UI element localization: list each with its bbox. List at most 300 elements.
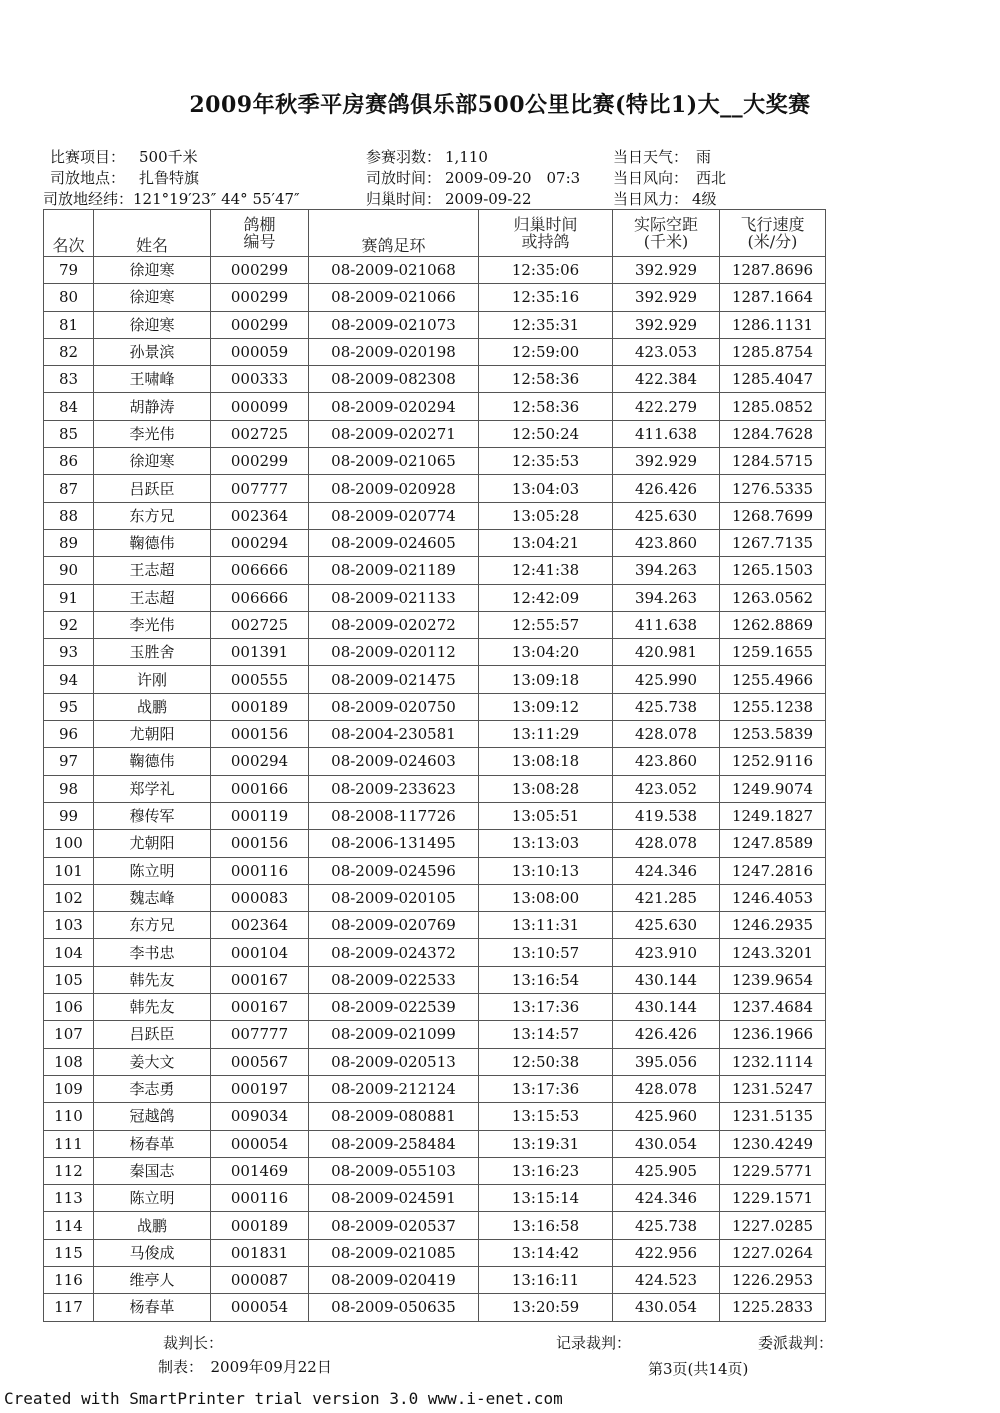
cell-loft: 007777 (211, 1021, 309, 1048)
cell-distance: 394.263 (613, 584, 720, 611)
cell-speed: 1232.1114 (720, 1048, 826, 1075)
cell-rank: 80 (44, 284, 94, 311)
table-row (44, 721, 826, 748)
cell-ring: 08-2009-024605 (309, 529, 479, 556)
cell-loft: 000099 (211, 393, 309, 420)
cell-speed: 1249.1827 (720, 802, 826, 829)
cell-speed: 1227.0264 (720, 1239, 826, 1266)
cell-rank: 108 (44, 1048, 94, 1075)
cell-speed: 1287.1664 (720, 284, 826, 311)
cell-name: 王啸峰 (94, 366, 211, 393)
cell-name: 尤朝阳 (94, 721, 211, 748)
cell-time: 13:10:13 (479, 857, 613, 884)
cell-name: 玉胜舍 (94, 639, 211, 666)
cell-rank: 114 (44, 1212, 94, 1239)
wind-force-label: 当日风力： (613, 190, 689, 208)
table-row (44, 1185, 826, 1212)
cell-ring: 08-2008-117726 (309, 802, 479, 829)
cell-rank: 101 (44, 857, 94, 884)
cell-rank: 116 (44, 1266, 94, 1293)
cell-distance: 420.981 (613, 639, 720, 666)
cell-time: 13:15:14 (479, 1185, 613, 1212)
cell-ring: 08-2009-020774 (309, 502, 479, 529)
cell-name: 陈立明 (94, 857, 211, 884)
cell-ring: 08-2009-020750 (309, 693, 479, 720)
cell-distance: 422.956 (613, 1239, 720, 1266)
cell-rank: 98 (44, 775, 94, 802)
release-label: 司放时间： (366, 169, 442, 187)
cell-name: 徐迎寒 (94, 284, 211, 311)
release-info (366, 167, 580, 188)
site-value: 扎鲁特旗 (139, 169, 200, 187)
cell-ring: 08-2009-020928 (309, 475, 479, 502)
cell-loft: 000059 (211, 338, 309, 365)
table-row (44, 420, 826, 447)
wind-force-value: 4级 (692, 190, 717, 208)
cell-rank: 91 (44, 584, 94, 611)
cell-distance: 425.905 (613, 1157, 720, 1184)
cell-name: 韩先友 (94, 966, 211, 993)
cell-ring: 08-2009-024591 (309, 1185, 479, 1212)
cell-rank: 95 (44, 693, 94, 720)
cell-rank: 115 (44, 1239, 94, 1266)
cell-loft: 000166 (211, 775, 309, 802)
cell-time: 13:05:28 (479, 502, 613, 529)
table-row (44, 1239, 826, 1266)
cell-loft: 000054 (211, 1130, 309, 1157)
cell-distance: 428.078 (613, 1075, 720, 1102)
header-rank: 名次 (44, 210, 94, 257)
cell-loft: 000054 (211, 1294, 309, 1321)
cell-speed: 1259.1655 (720, 639, 826, 666)
header-distance: 实际空距 (千米) (613, 210, 720, 257)
cell-speed: 1287.8696 (720, 257, 826, 284)
table-row (44, 584, 826, 611)
cell-name: 尤朝阳 (94, 830, 211, 857)
table-row (44, 857, 826, 884)
cell-loft: 000299 (211, 311, 309, 338)
cell-rank: 83 (44, 366, 94, 393)
cell-name: 郑学礼 (94, 775, 211, 802)
cell-time: 12:35:53 (479, 448, 613, 475)
cell-speed: 1265.1503 (720, 557, 826, 584)
cell-speed: 1285.8754 (720, 338, 826, 365)
return-label: 归巢时间： (366, 190, 442, 208)
cell-ring: 08-2009-021099 (309, 1021, 479, 1048)
cell-distance: 422.384 (613, 366, 720, 393)
cell-distance: 422.279 (613, 393, 720, 420)
cell-distance: 430.144 (613, 966, 720, 993)
cell-speed: 1236.1966 (720, 1021, 826, 1048)
return-info (366, 188, 532, 209)
table-row (44, 1157, 826, 1184)
cell-speed: 1227.0285 (720, 1212, 826, 1239)
cell-rank: 89 (44, 529, 94, 556)
cell-ring: 08-2009-021065 (309, 448, 479, 475)
cell-distance: 421.285 (613, 884, 720, 911)
header-name: 姓名 (94, 210, 211, 257)
delegated-judge-label: 委派裁判： (758, 1334, 834, 1352)
cell-time: 13:19:31 (479, 1130, 613, 1157)
cell-speed: 1226.2953 (720, 1266, 826, 1293)
cell-loft: 000167 (211, 966, 309, 993)
cell-name: 王志超 (94, 584, 211, 611)
table-row (44, 1103, 826, 1130)
cell-speed: 1231.5247 (720, 1075, 826, 1102)
cell-loft: 006666 (211, 557, 309, 584)
cell-distance: 425.960 (613, 1103, 720, 1130)
cell-distance: 392.929 (613, 311, 720, 338)
cell-loft: 000294 (211, 529, 309, 556)
entries-label: 参赛羽数： (366, 148, 442, 166)
cell-distance: 426.426 (613, 475, 720, 502)
cell-rank: 110 (44, 1103, 94, 1130)
cell-loft: 000299 (211, 284, 309, 311)
cell-rank: 113 (44, 1185, 94, 1212)
table-row (44, 884, 826, 911)
cell-rank: 106 (44, 994, 94, 1021)
cell-name: 李志勇 (94, 1075, 211, 1102)
cell-loft: 000299 (211, 448, 309, 475)
cell-loft: 009034 (211, 1103, 309, 1130)
cell-loft: 000116 (211, 857, 309, 884)
cell-distance: 425.630 (613, 502, 720, 529)
weather-value: 雨 (696, 148, 712, 166)
cell-name: 东方兄 (94, 502, 211, 529)
cell-name: 冠越鸽 (94, 1103, 211, 1130)
cell-loft: 000119 (211, 802, 309, 829)
table-row (44, 939, 826, 966)
header-loft: 鸽棚 编号 (211, 210, 309, 257)
cell-name: 徐迎寒 (94, 448, 211, 475)
cell-speed: 1243.3201 (720, 939, 826, 966)
cell-distance: 411.638 (613, 420, 720, 447)
cell-distance: 430.054 (613, 1130, 720, 1157)
cell-speed: 1225.2833 (720, 1294, 826, 1321)
cell-ring: 08-2009-024603 (309, 748, 479, 775)
cell-rank: 93 (44, 639, 94, 666)
cell-distance: 424.346 (613, 857, 720, 884)
cell-time: 13:11:29 (479, 721, 613, 748)
wind-force-info (613, 188, 717, 209)
event-value: 500千米 (139, 148, 198, 166)
cell-distance: 430.054 (613, 1294, 720, 1321)
cell-time: 13:04:20 (479, 639, 613, 666)
cell-loft: 000555 (211, 666, 309, 693)
cell-ring: 08-2009-021475 (309, 666, 479, 693)
cell-time: 13:16:58 (479, 1212, 613, 1239)
cell-speed: 1252.9116 (720, 748, 826, 775)
cell-name: 徐迎寒 (94, 257, 211, 284)
cell-ring: 08-2009-020272 (309, 611, 479, 638)
cell-ring: 08-2009-020294 (309, 393, 479, 420)
cell-time: 12:58:36 (479, 393, 613, 420)
cell-name: 王志超 (94, 557, 211, 584)
cell-loft: 000189 (211, 1212, 309, 1239)
cell-distance: 430.144 (613, 994, 720, 1021)
cell-rank: 105 (44, 966, 94, 993)
cell-speed: 1229.5771 (720, 1157, 826, 1184)
table-row (44, 284, 826, 311)
cell-speed: 1267.7135 (720, 529, 826, 556)
cell-time: 13:16:54 (479, 966, 613, 993)
entries-info (366, 146, 488, 167)
cell-name: 杨春革 (94, 1130, 211, 1157)
header-time: 归巢时间 或持鸽 (479, 210, 613, 257)
cell-ring: 08-2009-022533 (309, 966, 479, 993)
table-row (44, 1266, 826, 1293)
cell-name: 李书忠 (94, 939, 211, 966)
cell-time: 12:35:31 (479, 311, 613, 338)
cell-rank: 88 (44, 502, 94, 529)
cell-loft: 000116 (211, 1185, 309, 1212)
coords-value: 121°19′23″ 44° 55′47″ (133, 190, 300, 208)
cell-distance: 426.426 (613, 1021, 720, 1048)
cell-time: 13:17:36 (479, 1075, 613, 1102)
cell-name: 许刚 (94, 666, 211, 693)
cell-loft: 000156 (211, 830, 309, 857)
table-row (44, 1021, 826, 1048)
cell-distance: 392.929 (613, 284, 720, 311)
cell-rank: 90 (44, 557, 94, 584)
cell-rank: 96 (44, 721, 94, 748)
entries-value: 1,110 (445, 148, 488, 166)
cell-speed: 1246.2935 (720, 912, 826, 939)
cell-rank: 97 (44, 748, 94, 775)
cell-ring: 08-2006-131495 (309, 830, 479, 857)
cell-ring: 08-2009-082308 (309, 366, 479, 393)
weather-label: 当日天气： (613, 148, 689, 166)
cell-name: 东方兄 (94, 912, 211, 939)
cell-rank: 102 (44, 884, 94, 911)
prepared-date: 制表： 2009年09月22日 (158, 1358, 332, 1376)
cell-distance: 425.630 (613, 912, 720, 939)
cell-ring: 08-2009-020198 (309, 338, 479, 365)
cell-ring: 08-2009-020419 (309, 1266, 479, 1293)
cell-distance: 428.078 (613, 721, 720, 748)
wind-direction-label: 当日风向： (613, 169, 689, 187)
cell-rank: 92 (44, 611, 94, 638)
cell-name: 战鹏 (94, 1212, 211, 1239)
cell-distance: 411.638 (613, 611, 720, 638)
return-value: 2009-09-22 (445, 190, 532, 208)
cell-distance: 423.052 (613, 775, 720, 802)
table-row (44, 966, 826, 993)
cell-speed: 1286.1131 (720, 311, 826, 338)
cell-distance: 423.860 (613, 748, 720, 775)
cell-time: 12:35:06 (479, 257, 613, 284)
title-mark: __ (720, 92, 744, 118)
cell-distance: 392.929 (613, 257, 720, 284)
cell-time: 13:04:21 (479, 529, 613, 556)
table-row (44, 802, 826, 829)
cell-loft: 000567 (211, 1048, 309, 1075)
cell-rank: 99 (44, 802, 94, 829)
table-row (44, 1075, 826, 1102)
cell-name: 马俊成 (94, 1239, 211, 1266)
table-row (44, 529, 826, 556)
table-row (44, 1212, 826, 1239)
cell-loft: 001391 (211, 639, 309, 666)
table-row (44, 338, 826, 365)
cell-time: 13:11:31 (479, 912, 613, 939)
cell-name: 秦国志 (94, 1157, 211, 1184)
weather-info (613, 146, 711, 167)
cell-speed: 1237.4684 (720, 994, 826, 1021)
cell-distance: 394.263 (613, 557, 720, 584)
cell-name: 维亭人 (94, 1266, 211, 1293)
cell-time: 12:50:38 (479, 1048, 613, 1075)
header-speed: 飞行速度 (米/分) (720, 210, 826, 257)
cell-name: 李光伟 (94, 611, 211, 638)
table-row (44, 475, 826, 502)
cell-name: 孙景滨 (94, 338, 211, 365)
table-row (44, 1048, 826, 1075)
table-row (44, 693, 826, 720)
cell-speed: 1285.4047 (720, 366, 826, 393)
chief-judge-label: 裁判长： (163, 1334, 224, 1352)
cell-speed: 1255.4966 (720, 666, 826, 693)
cell-ring: 08-2009-050635 (309, 1294, 479, 1321)
table-row (44, 775, 826, 802)
cell-name: 杨春革 (94, 1294, 211, 1321)
cell-ring: 08-2009-024596 (309, 857, 479, 884)
cell-distance: 425.738 (613, 1212, 720, 1239)
cell-time: 13:13:03 (479, 830, 613, 857)
cell-speed: 1230.4249 (720, 1130, 826, 1157)
table-row (44, 257, 826, 284)
coords-info (43, 188, 300, 209)
page-title (0, 88, 1000, 119)
site-label: 司放地点： (50, 169, 126, 187)
cell-rank: 87 (44, 475, 94, 502)
cell-name: 徐迎寒 (94, 311, 211, 338)
cell-name: 胡静涛 (94, 393, 211, 420)
event-info (50, 146, 198, 167)
table-row (44, 502, 826, 529)
table-row (44, 1130, 826, 1157)
cell-distance: 395.056 (613, 1048, 720, 1075)
cell-time: 13:05:51 (479, 802, 613, 829)
cell-time: 13:16:11 (479, 1266, 613, 1293)
cell-rank: 86 (44, 448, 94, 475)
cell-ring: 08-2009-021066 (309, 284, 479, 311)
cell-distance: 428.078 (613, 830, 720, 857)
cell-speed: 1249.9074 (720, 775, 826, 802)
event-label: 比赛项目： (50, 148, 126, 166)
table-row (44, 393, 826, 420)
table-row (44, 639, 826, 666)
cell-speed: 1253.5839 (720, 721, 826, 748)
cell-loft: 000104 (211, 939, 309, 966)
cell-name: 陈立明 (94, 1185, 211, 1212)
cell-time: 13:08:18 (479, 748, 613, 775)
cell-speed: 1284.7628 (720, 420, 826, 447)
cell-rank: 104 (44, 939, 94, 966)
cell-ring: 08-2009-258484 (309, 1130, 479, 1157)
cell-time: 13:09:12 (479, 693, 613, 720)
cell-rank: 112 (44, 1157, 94, 1184)
cell-ring: 08-2009-020513 (309, 1048, 479, 1075)
cell-ring: 08-2009-021133 (309, 584, 479, 611)
cell-loft: 000294 (211, 748, 309, 775)
cell-time: 12:42:09 (479, 584, 613, 611)
page-indicator: 第3页(共14页) (648, 1360, 749, 1378)
cell-loft: 006666 (211, 584, 309, 611)
cell-time: 13:20:59 (479, 1294, 613, 1321)
table-row (44, 448, 826, 475)
cell-speed: 1229.1571 (720, 1185, 826, 1212)
cell-ring: 08-2009-020112 (309, 639, 479, 666)
cell-rank: 85 (44, 420, 94, 447)
cell-time: 13:17:36 (479, 994, 613, 1021)
cell-time: 12:55:57 (479, 611, 613, 638)
cell-name: 魏志峰 (94, 884, 211, 911)
cell-loft: 000167 (211, 994, 309, 1021)
cell-rank: 82 (44, 338, 94, 365)
cell-ring: 08-2009-021068 (309, 257, 479, 284)
cell-time: 12:35:16 (479, 284, 613, 311)
table-row (44, 611, 826, 638)
cell-name: 姜大文 (94, 1048, 211, 1075)
table-header-row (44, 210, 826, 257)
wind-direction-value: 西北 (696, 169, 727, 187)
cell-ring: 08-2009-233623 (309, 775, 479, 802)
table-row (44, 366, 826, 393)
cell-loft: 000156 (211, 721, 309, 748)
cell-speed: 1263.0562 (720, 584, 826, 611)
cell-speed: 1284.5715 (720, 448, 826, 475)
cell-loft: 000299 (211, 257, 309, 284)
cell-speed: 1246.4053 (720, 884, 826, 911)
table-row (44, 1294, 826, 1321)
cell-rank: 79 (44, 257, 94, 284)
cell-speed: 1247.2816 (720, 857, 826, 884)
cell-time: 12:50:24 (479, 420, 613, 447)
cell-ring: 08-2009-021189 (309, 557, 479, 584)
cell-ring: 08-2009-020769 (309, 912, 479, 939)
cell-name: 吕跃臣 (94, 475, 211, 502)
cell-rank: 117 (44, 1294, 94, 1321)
site-info (50, 167, 199, 188)
table-row (44, 912, 826, 939)
cell-ring: 08-2009-055103 (309, 1157, 479, 1184)
cell-time: 13:15:53 (479, 1103, 613, 1130)
cell-distance: 424.523 (613, 1266, 720, 1293)
cell-speed: 1231.5135 (720, 1103, 826, 1130)
cell-loft: 001831 (211, 1239, 309, 1266)
cell-time: 13:08:00 (479, 884, 613, 911)
cell-ring: 08-2009-020537 (309, 1212, 479, 1239)
cell-rank: 94 (44, 666, 94, 693)
watermark-text: Created with SmartPrinter trial version 3.0 www.i-enet.com (4, 1389, 563, 1408)
cell-time: 12:59:00 (479, 338, 613, 365)
cell-distance: 419.538 (613, 802, 720, 829)
table-row (44, 994, 826, 1021)
record-judge-label: 记录裁判： (556, 1334, 632, 1352)
cell-ring: 08-2009-080881 (309, 1103, 479, 1130)
cell-rank: 84 (44, 393, 94, 420)
cell-distance: 425.990 (613, 666, 720, 693)
cell-time: 13:16:23 (479, 1157, 613, 1184)
cell-loft: 000333 (211, 366, 309, 393)
cell-rank: 103 (44, 912, 94, 939)
cell-distance: 423.860 (613, 529, 720, 556)
table-row (44, 830, 826, 857)
cell-time: 13:14:57 (479, 1021, 613, 1048)
cell-time: 13:10:57 (479, 939, 613, 966)
cell-distance: 423.910 (613, 939, 720, 966)
